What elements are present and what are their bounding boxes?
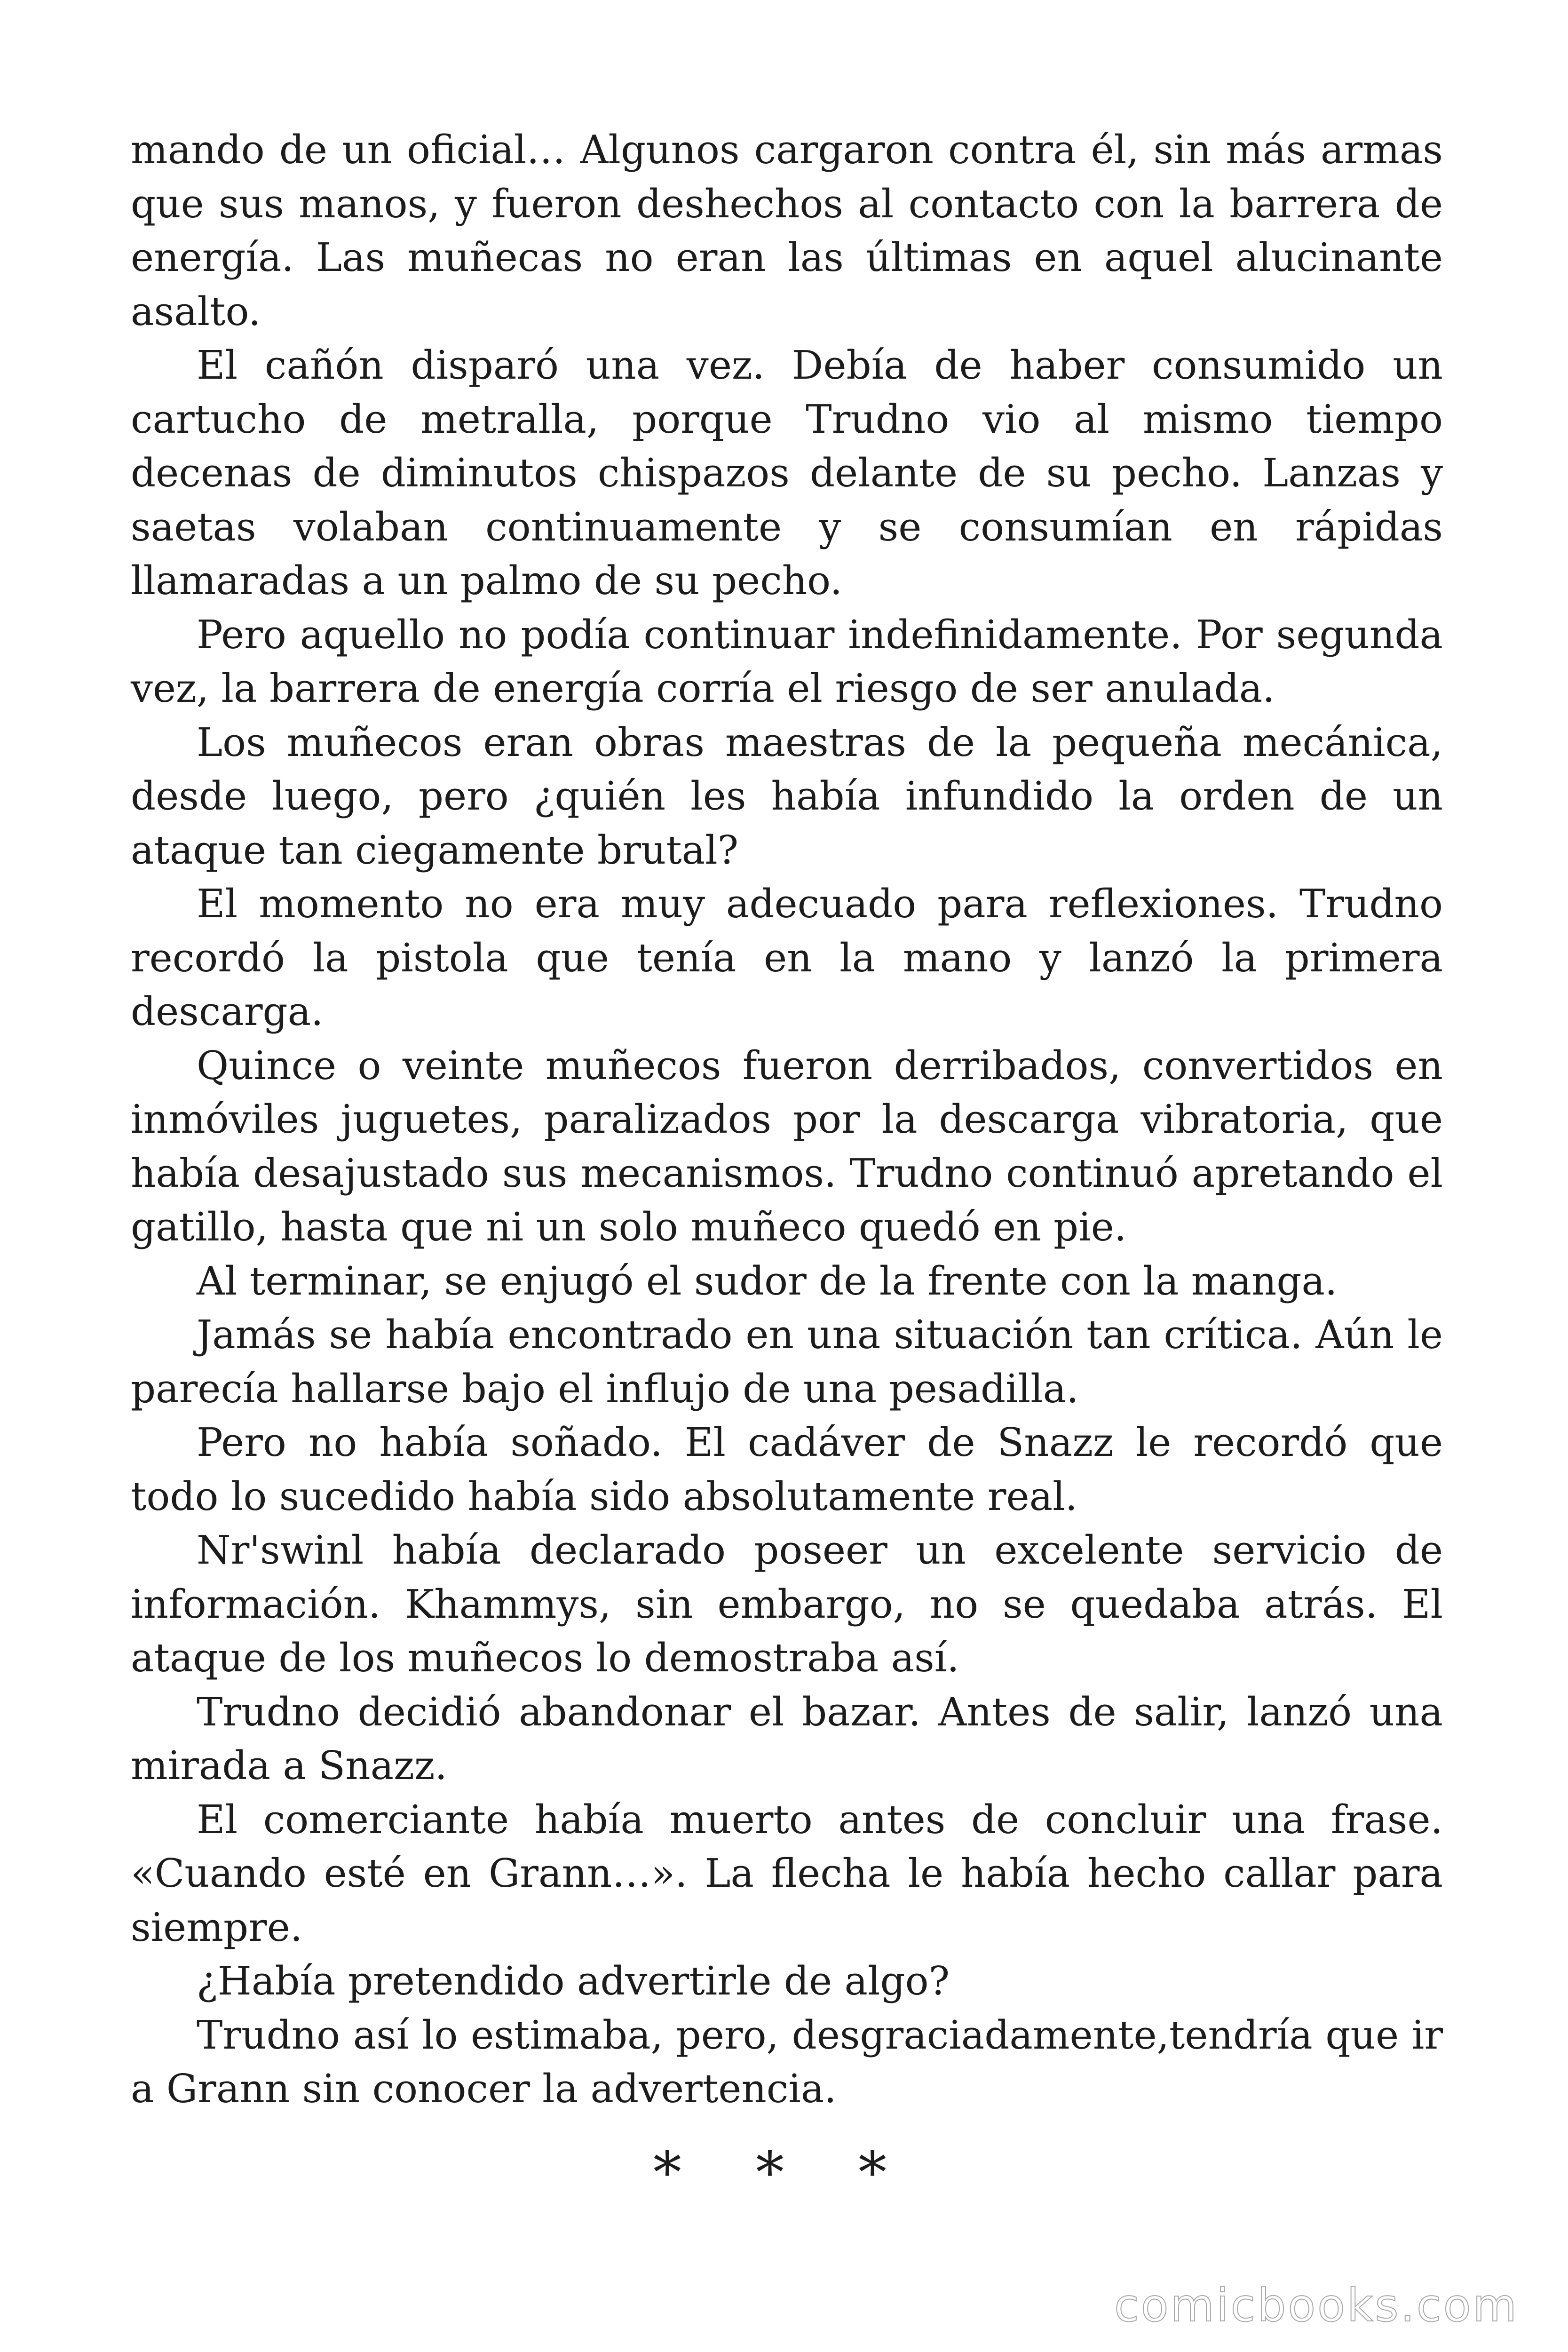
paragraph: ¿Había pretendido advertirle de algo?	[197, 1958, 950, 2004]
paragraph: Al terminar, se enjugó el sudor de la frente con la manga.	[197, 1258, 1338, 1304]
paragraph: Los muñecos eran obras maestras de la pequeña mecánica, desde luego, pero ¿quién les había infundido la orden de un ataque tan ciegamente brutal?	[131, 719, 1443, 873]
paragraph: Nr'swinl había declarado poseer un excelente servicio de información. Khammys, sin embargo, no se quedaba atrás. El ataque de los muñecos lo demostraba así.	[131, 1527, 1443, 1681]
paragraph: mando de un oficial… Algunos cargaron contra él, sin más armas que sus manos, y fueron deshechos al contacto con la barrera de energía. Las muñecas no eran las últimas en aquel alucinante asalto.	[131, 127, 1443, 334]
paragraph: El comerciante había muerto antes de concluir una frase. «Cuando esté en Grann…». La flecha le había hecho callar para siempre.	[131, 1796, 1443, 1950]
paragraph: Pero aquello no podía continuar indefinidamente. Por segunda vez, la barrera de energía corría el riesgo de ser anulada.	[131, 612, 1443, 711]
paragraph: Pero no había soñado. El cadáver de Snazz le recordó que todo lo sucedido había sido absolutamente real.	[131, 1420, 1443, 1519]
paragraph: Jamás se había encontrado en una situación tan crítica. Aún le parecía hallarse bajo el influjo de una pesadilla.	[131, 1312, 1443, 1412]
paragraph: Trudno así lo estimaba, pero, desgraciadamente,tendría que ir a Grann sin conocer la advertencia.	[131, 2012, 1443, 2112]
paragraph: El cañón disparó una vez. Debía de haber consumido un cartucho de metralla, porque Trudno vio al mismo tiempo decenas de diminutos chispazos delante de su pecho. Lanzas y saetas volaban continuamente y se consumían en rápidas llamaradas a un palmo de su pecho.	[131, 342, 1443, 604]
paragraph: Quince o veinte muñecos fueron derribados, convertidos en inmóviles juguetes, paralizados por la descarga vibratoria, que había desajustado sus mecanismos. Trudno continuó apretando el gatillo, hasta que ni un solo muñeco quedó en pie.	[131, 1042, 1443, 1250]
watermark: comicbooks.com	[1114, 2279, 1519, 2332]
section-separator: * * *	[653, 2140, 915, 2206]
paragraph: El momento no era muy adecuado para reflexiones. Trudno recordó la pistola que tenía en la mano y lanzó la primera descarga.	[131, 881, 1443, 1034]
paragraph: Trudno decidió abandonar el bazar. Antes de salir, lanzó una mirada a Snazz.	[131, 1689, 1443, 1788]
body-text	[131, 123, 1443, 2116]
